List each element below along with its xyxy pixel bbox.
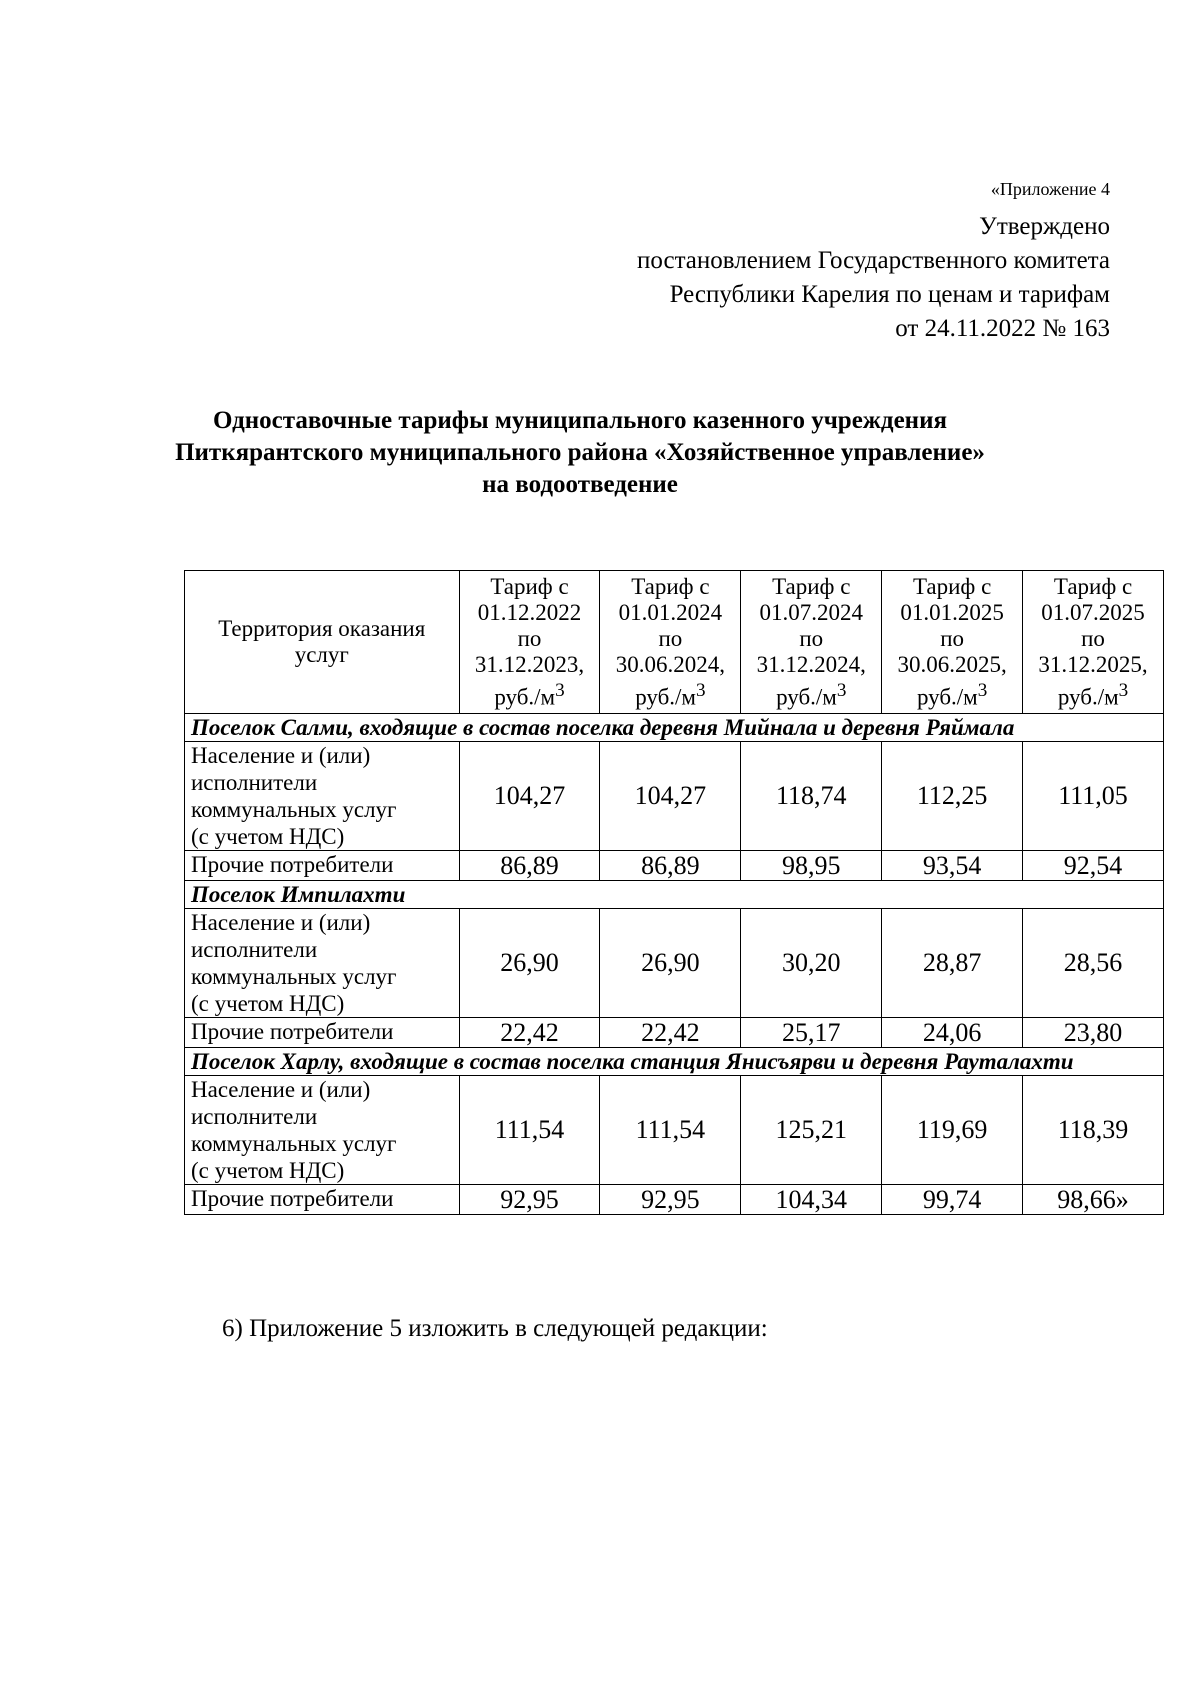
tariff-value: 28,87 <box>882 909 1023 1018</box>
table-row <box>185 851 1164 881</box>
appendix-label: «Приложение 4 <box>990 179 1110 199</box>
approval-line: от 24.11.2022 № 163 <box>895 315 1110 342</box>
table-row <box>185 1076 1164 1185</box>
period-header: Тариф с 01.01.2024 по 30.06.2024, $руб./м^3$ <box>600 571 741 714</box>
tariff-value: 22,42 <box>600 1018 741 1048</box>
tariff-value: 98,66» <box>1023 1185 1164 1215</box>
approval-line: Республики Карелия по ценам и тарифам <box>669 281 1110 308</box>
title-line: Одноставочные тарифы муниципального казенного учреждения <box>212 407 948 434</box>
tariff-value: 112,25 <box>882 742 1023 851</box>
title-line: на водоотведение <box>482 471 678 498</box>
footer-instruction: 6) Приложение 5 изложить в следующей редакции: <box>222 1315 768 1342</box>
period-header: Тариф с 01.12.2022 по 31.12.2023, $руб./м^3$ <box>459 571 600 714</box>
row-label-population: Население и (или) исполнители коммунальных услуг (с учетом НДС) <box>185 909 460 1018</box>
tariff-value: 104,27 <box>459 742 600 851</box>
table-row <box>185 1185 1164 1215</box>
tariff-value: 26,90 <box>600 909 741 1018</box>
tariff-value: 86,89 <box>600 851 741 881</box>
row-label-other: Прочие потребители <box>185 851 460 881</box>
tariff-value: 111,05 <box>1023 742 1164 851</box>
section-row <box>185 1048 1164 1076</box>
table-header-row <box>185 571 1164 714</box>
tariff-value: 111,54 <box>459 1076 600 1185</box>
tariff-value: 99,74 <box>882 1185 1023 1215</box>
tariff-value: 25,17 <box>741 1018 882 1048</box>
tariff-value: 111,54 <box>600 1076 741 1185</box>
section-row <box>185 714 1164 742</box>
tariff-value: 104,27 <box>600 742 741 851</box>
title-line: Питкярантского муниципального района «Хозяйственное управление» <box>175 439 985 466</box>
approval-header <box>637 178 1110 346</box>
table-row <box>185 1018 1164 1048</box>
tariff-value: 30,20 <box>741 909 882 1018</box>
tariff-value: 104,34 <box>741 1185 882 1215</box>
tariff-value: 24,06 <box>882 1018 1023 1048</box>
approval-line: постановлением Государственного комитета <box>636 247 1110 274</box>
document-title <box>130 405 1030 501</box>
tariff-value: 26,90 <box>459 909 600 1018</box>
tariff-value: 23,80 <box>1023 1018 1164 1048</box>
tariff-value: 98,95 <box>741 851 882 881</box>
tariff-value: 28,56 <box>1023 909 1164 1018</box>
section-name: Поселок Импилахти <box>185 881 1164 909</box>
tariff-value: 125,21 <box>741 1076 882 1185</box>
tariff-value: 118,74 <box>741 742 882 851</box>
tariff-value: 86,89 <box>459 851 600 881</box>
row-label-other: Прочие потребители <box>185 1185 460 1215</box>
section-row <box>185 881 1164 909</box>
section-name: Поселок Салми, входящие в состав поселка деревня Мийнала и деревня Ряймала <box>185 714 1164 742</box>
period-header: Тариф с 01.01.2025 по 30.06.2025, $руб./м^3$ <box>882 571 1023 714</box>
section-name: Поселок Харлу, входящие в состав поселка станция Янисъярви и деревня Рауталахти <box>185 1048 1164 1076</box>
tariff-value: 92,95 <box>600 1185 741 1215</box>
tariff-value: 22,42 <box>459 1018 600 1048</box>
table-row <box>185 742 1164 851</box>
row-label-population: Население и (или) исполнители коммунальных услуг (с учетом НДС) <box>185 742 460 851</box>
period-header: Тариф с 01.07.2025 по 31.12.2025, $руб./м^3$ <box>1023 571 1164 714</box>
tariff-value: 118,39 <box>1023 1076 1164 1185</box>
tariff-value: 119,69 <box>882 1076 1023 1185</box>
tariff-table <box>184 570 1164 1215</box>
row-label-other: Прочие потребители <box>185 1018 460 1048</box>
row-label-population: Население и (или) исполнители коммунальных услуг (с учетом НДС) <box>185 1076 460 1185</box>
tariff-value: 93,54 <box>882 851 1023 881</box>
territory-header: Территория оказания услуг <box>185 571 460 714</box>
period-header: Тариф с 01.07.2024 по 31.12.2024, $руб./м^3$ <box>741 571 882 714</box>
tariff-value: 92,95 <box>459 1185 600 1215</box>
approval-line: Утверждено <box>979 213 1110 240</box>
table-row <box>185 909 1164 1018</box>
tariff-value: 92,54 <box>1023 851 1164 881</box>
